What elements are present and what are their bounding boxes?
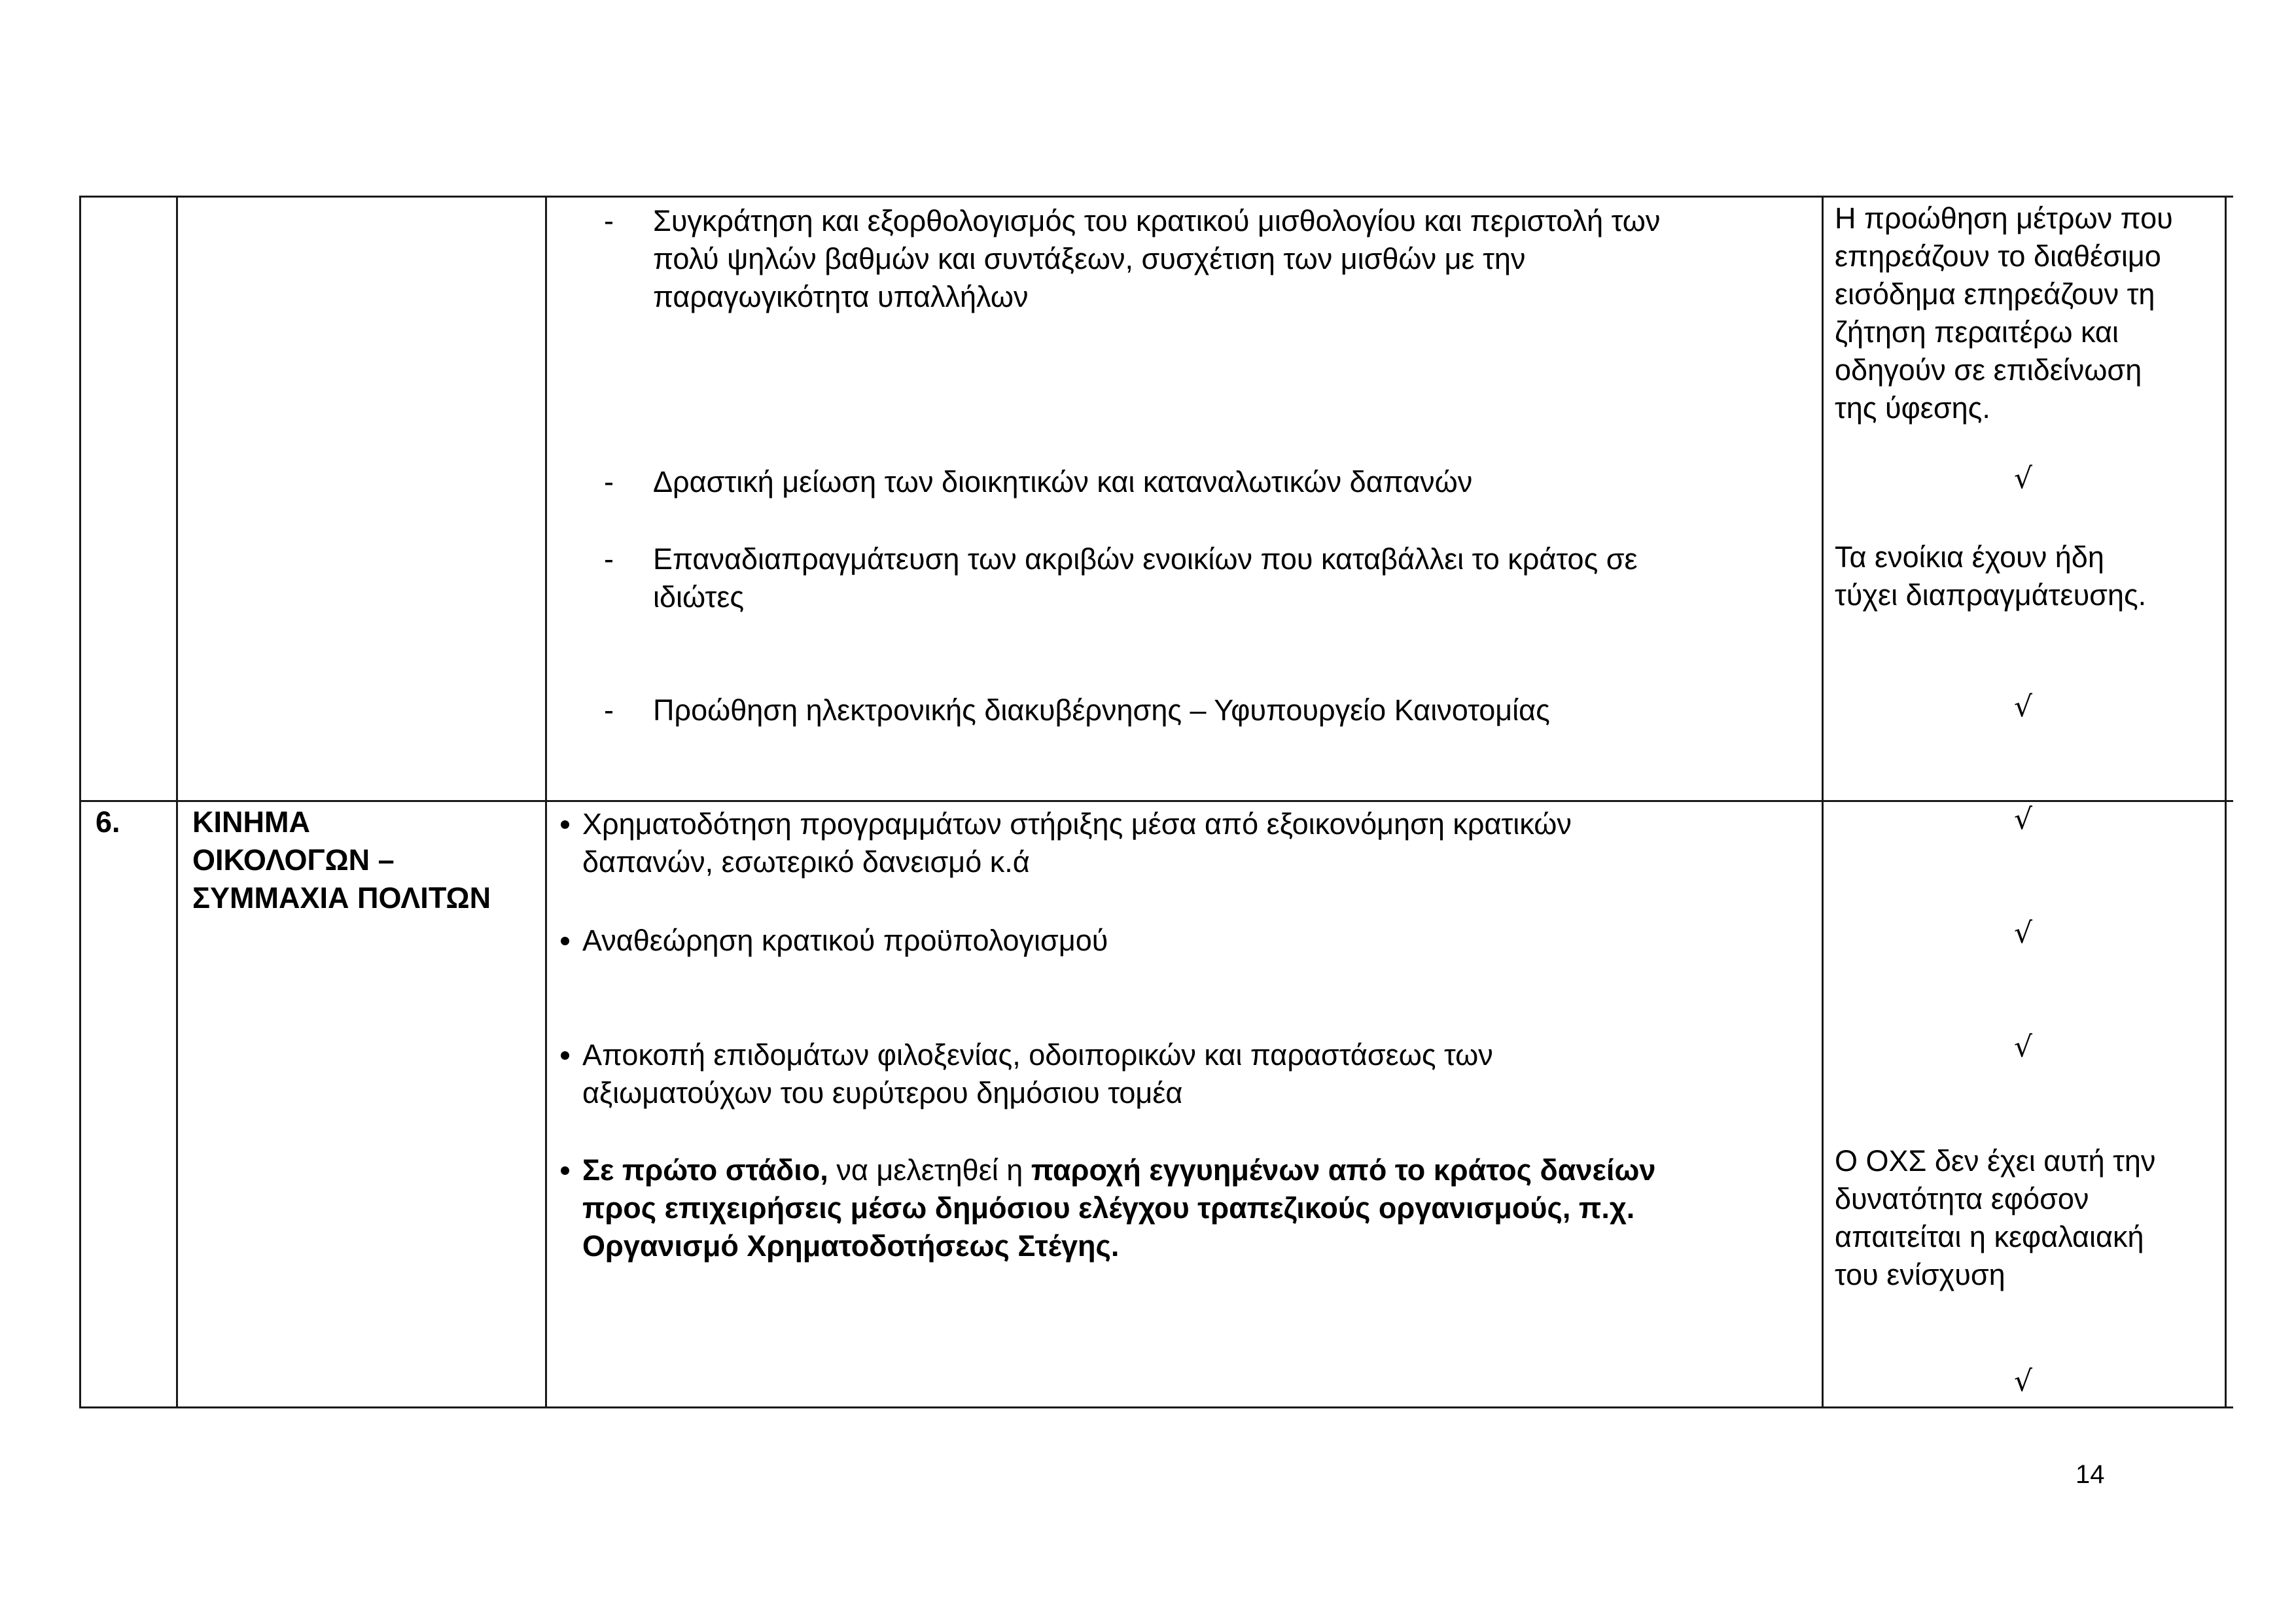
list-dash: - xyxy=(604,465,614,498)
table-border-left xyxy=(79,196,81,1408)
measure-text: Χρηματοδότηση προγραμμάτων στήριξης μέσα από εξοικονόμηση κρατικών xyxy=(582,807,1572,841)
column-divider xyxy=(545,196,547,1408)
measure-text: δαπανών, εσωτερικό δανεισμό κ.ά xyxy=(582,845,1030,879)
measure-text: Επαναδιαπραγμάτευση των ακριβών ενοικίων που καταβάλλει το κράτος σε xyxy=(653,542,1638,576)
table-border-bottom xyxy=(79,1406,2233,1408)
measure-text: παραγωγικότητα υπαλλήλων xyxy=(653,280,1029,313)
bullet-icon xyxy=(561,937,569,945)
measure-text: Συγκράτηση και εξορθολογισμός του κρατικού μισθολογίου και περιστολή των xyxy=(653,204,1661,237)
comment-text: οδηγούν σε επιδείνωση xyxy=(1835,353,2142,387)
measure-text: Προώθηση ηλεκτρονικής διακυβέρνησης – Υφυπουργείο Καινοτομίας xyxy=(653,693,1550,727)
list-dash: - xyxy=(604,693,614,727)
check-mark-icon: √ xyxy=(2014,1365,2033,1398)
measure-text: Αποκοπή επιδομάτων φιλοξενίας, οδοιπορικών και παραστάσεως των xyxy=(582,1038,1493,1072)
comment-text: απαιτείται η κεφαλαιακή xyxy=(1835,1220,2144,1253)
table-border-right xyxy=(2225,196,2227,1408)
bullet-icon xyxy=(561,1166,569,1175)
row-number: 6. xyxy=(96,805,120,839)
comment-text: ζήτηση περαιτέρω και xyxy=(1835,315,2119,349)
comment-text: Ο ΟΧΣ δεν έχει αυτή την xyxy=(1835,1144,2156,1178)
page-number: 14 xyxy=(2075,1460,2105,1489)
check-mark-icon: √ xyxy=(2014,462,2033,495)
comment-text: επηρεάζουν το διαθέσιμο xyxy=(1835,239,2161,273)
bullet-icon xyxy=(561,1051,569,1060)
measure-text: προς επιχειρήσεις μέσω δημόσιου ελέγχου τραπεζικούς οργανισμούς, π.χ. xyxy=(582,1191,1635,1225)
measure-text: πολύ ψηλών βαθμών και συντάξεων, συσχέτιση των μισθών με την xyxy=(653,242,1526,275)
bullet-icon xyxy=(561,820,569,829)
check-mark-icon: √ xyxy=(2014,916,2033,950)
column-divider xyxy=(1822,196,1824,1408)
party-name-line: ΚΙΝΗΜΑ xyxy=(192,805,310,839)
measure-text: Αναθεώρηση κρατικού προϋπολογισμού xyxy=(582,924,1108,957)
row-divider xyxy=(79,800,2233,802)
comment-text: Τα ενοίκια έχουν ήδη xyxy=(1835,540,2104,574)
comment-text: της ύφεσης. xyxy=(1835,391,1990,425)
comment-text: εισόδημα επηρεάζουν τη xyxy=(1835,277,2155,311)
measure-text: Δραστική μείωση των διοικητικών και καταναλωτικών δαπανών xyxy=(653,465,1473,498)
comment-text: δυνατότητα εφόσον xyxy=(1835,1182,2089,1215)
check-mark-icon: √ xyxy=(2014,1030,2033,1064)
party-name-line: ΣΥΜΜΑΧΙΑ ΠΟΛΙΤΩΝ xyxy=(192,881,491,915)
measure-text xyxy=(582,1151,1655,1189)
party-name-line: ΟΙΚΟΛΟΓΩΝ – xyxy=(192,843,395,877)
column-divider xyxy=(176,196,178,1408)
list-dash: - xyxy=(604,204,614,237)
table-border-top xyxy=(79,196,2233,198)
list-dash: - xyxy=(604,542,614,576)
comment-text: Η προώθηση μέτρων που xyxy=(1835,201,2173,235)
measure-text: Οργανισμό Χρηματοδοτήσεως Στέγης. xyxy=(582,1229,1120,1263)
measure-bold-phrase: παροχή εγγυημένων από το κράτος δανείων xyxy=(1031,1153,1656,1187)
measure-text: ιδιώτες xyxy=(653,580,745,614)
measure-text: αξιωματούχων του ευρύτερου δημόσιου τομέα xyxy=(582,1076,1183,1109)
measure-phrase: να μελετηθεί η xyxy=(828,1153,1031,1187)
comment-text: του ενίσχυση xyxy=(1835,1258,2005,1291)
check-mark-icon: √ xyxy=(2014,803,2033,836)
comment-text: τύχει διαπραγμάτευσης. xyxy=(1835,578,2147,612)
check-mark-icon: √ xyxy=(2014,690,2033,724)
measure-bold-phrase: Σε πρώτο στάδιο, xyxy=(582,1153,828,1187)
